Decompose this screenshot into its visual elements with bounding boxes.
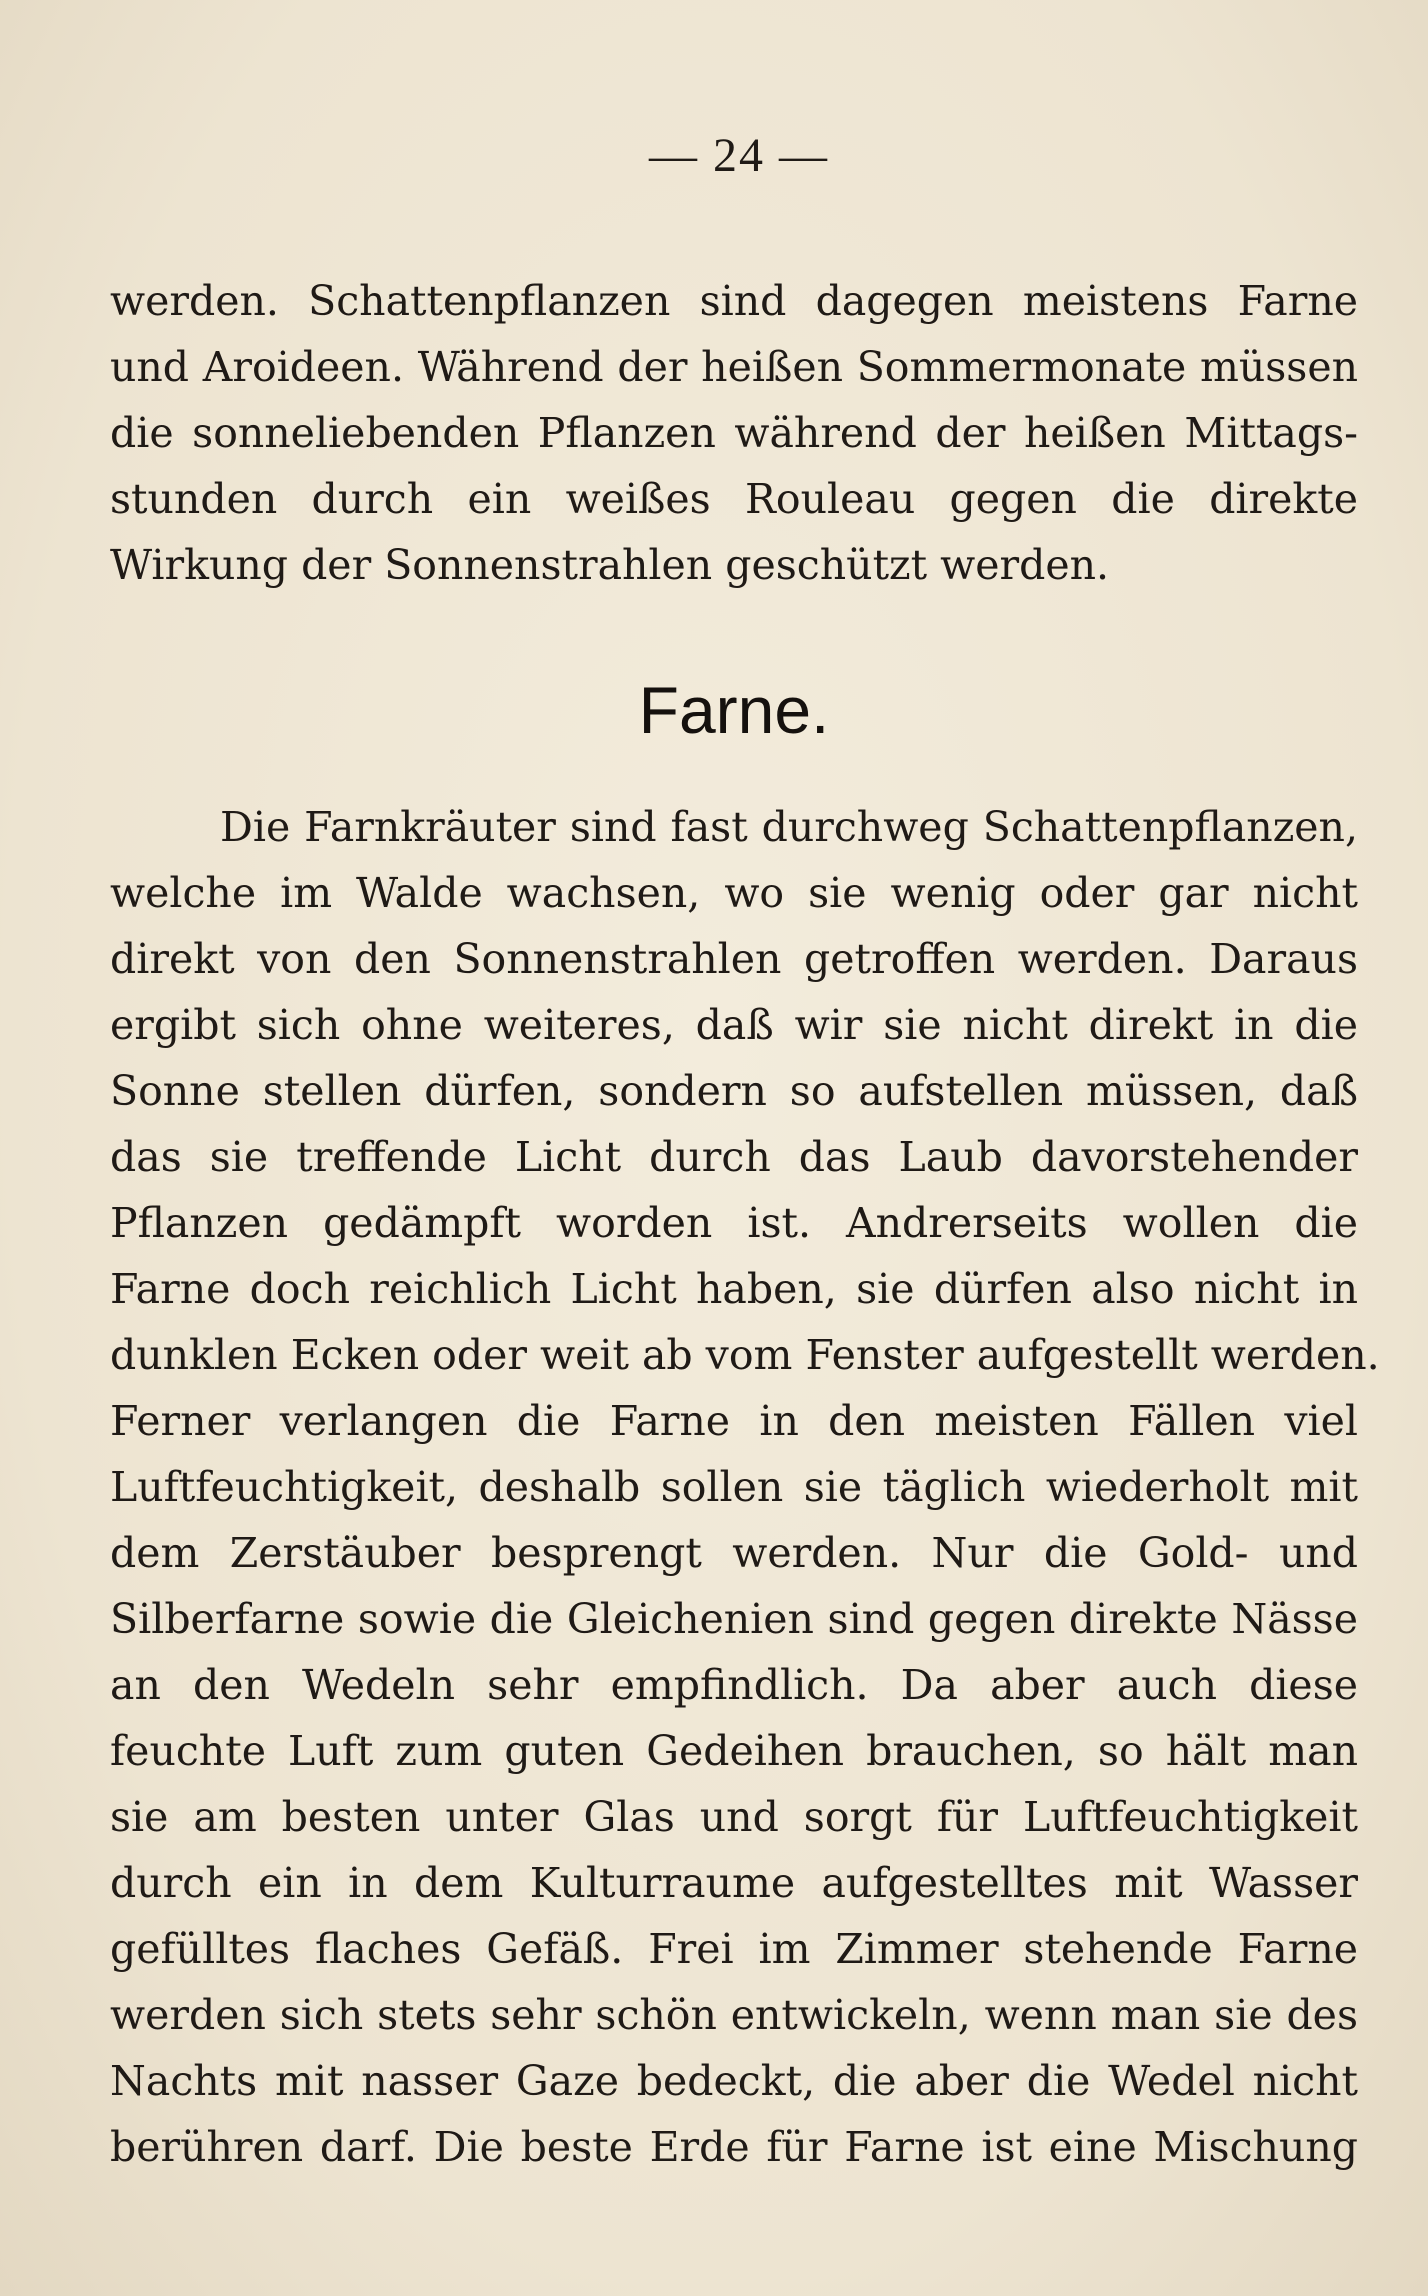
text-line: an den Wedeln sehr empfindlich. Da aber auch diese bbox=[110, 1661, 1358, 1709]
text-line: durch ein in dem Kulturraume aufgestelltes mit Wasser bbox=[110, 1859, 1358, 1907]
text-line: sie am besten unter Glas und sorgt für Luftfeuchtigkeit bbox=[110, 1793, 1358, 1841]
text-line: Wirkung der Sonnenstrahlen geschützt werden. bbox=[110, 541, 1110, 589]
text-line: ergibt sich ohne weiteres, daß wir sie nicht direkt in die bbox=[110, 1001, 1358, 1049]
text-line: das sie treffende Licht durch das Laub davorstehender bbox=[110, 1133, 1358, 1181]
text-line: werden sich stets sehr schön entwickeln, wenn man sie des bbox=[110, 1991, 1358, 2039]
text-line: direkt von den Sonnenstrahlen getroffen werden. Daraus bbox=[110, 935, 1358, 983]
text-line: die sonneliebenden Pflanzen während der heißen Mittags- bbox=[110, 409, 1358, 457]
text-line: feuchte Luft zum guten Gedeihen brauchen, so hält man bbox=[110, 1727, 1358, 1775]
text-line: gefülltes flaches Gefäß. Frei im Zimmer stehende Farne bbox=[110, 1925, 1358, 1973]
text-line: berühren darf. Die beste Erde für Farne ist eine Mischung bbox=[110, 2123, 1358, 2171]
intro-paragraph bbox=[110, 268, 1358, 598]
page-number: — 24 — bbox=[649, 129, 829, 182]
text-line: Luftfeuchtigkeit, deshalb sollen sie täglich wiederholt mit bbox=[110, 1463, 1358, 1511]
text-line: welche im Walde wachsen, wo sie wenig oder gar nicht bbox=[110, 869, 1358, 917]
section-heading: Farne. bbox=[638, 673, 830, 747]
text-line: Silberfarne sowie die Gleichenien sind gegen direkte Nässe bbox=[110, 1595, 1358, 1643]
text-line: Pflanzen gedämpft worden ist. Andrerseits wollen die bbox=[110, 1199, 1358, 1247]
text-line: Nachts mit nasser Gaze bedeckt, die aber die Wedel nicht bbox=[110, 2057, 1358, 2105]
text-line: stunden durch ein weißes Rouleau gegen die direkte bbox=[110, 475, 1358, 523]
text-line: Ferner verlangen die Farne in den meisten Fällen viel bbox=[110, 1397, 1358, 1445]
text-line: Sonne stellen dürfen, sondern so aufstellen müssen, daß bbox=[110, 1067, 1358, 1115]
text-line: werden. Schattenpflanzen sind dagegen meistens Farne bbox=[110, 277, 1358, 325]
text-line: Farne doch reichlich Licht haben, sie dürfen also nicht in bbox=[110, 1265, 1358, 1313]
text-line: dem Zerstäuber besprengt werden. Nur die Gold- und bbox=[110, 1529, 1358, 1577]
text-line: Die Farnkräuter sind fast durchweg Schattenpflanzen, bbox=[220, 803, 1358, 851]
text-line: dunklen Ecken oder weit ab vom Fenster aufgestellt werden. bbox=[110, 1331, 1380, 1379]
text-line: und Aroideen. Während der heißen Sommermonate müssen bbox=[110, 343, 1358, 391]
body-paragraph bbox=[110, 794, 1380, 2180]
